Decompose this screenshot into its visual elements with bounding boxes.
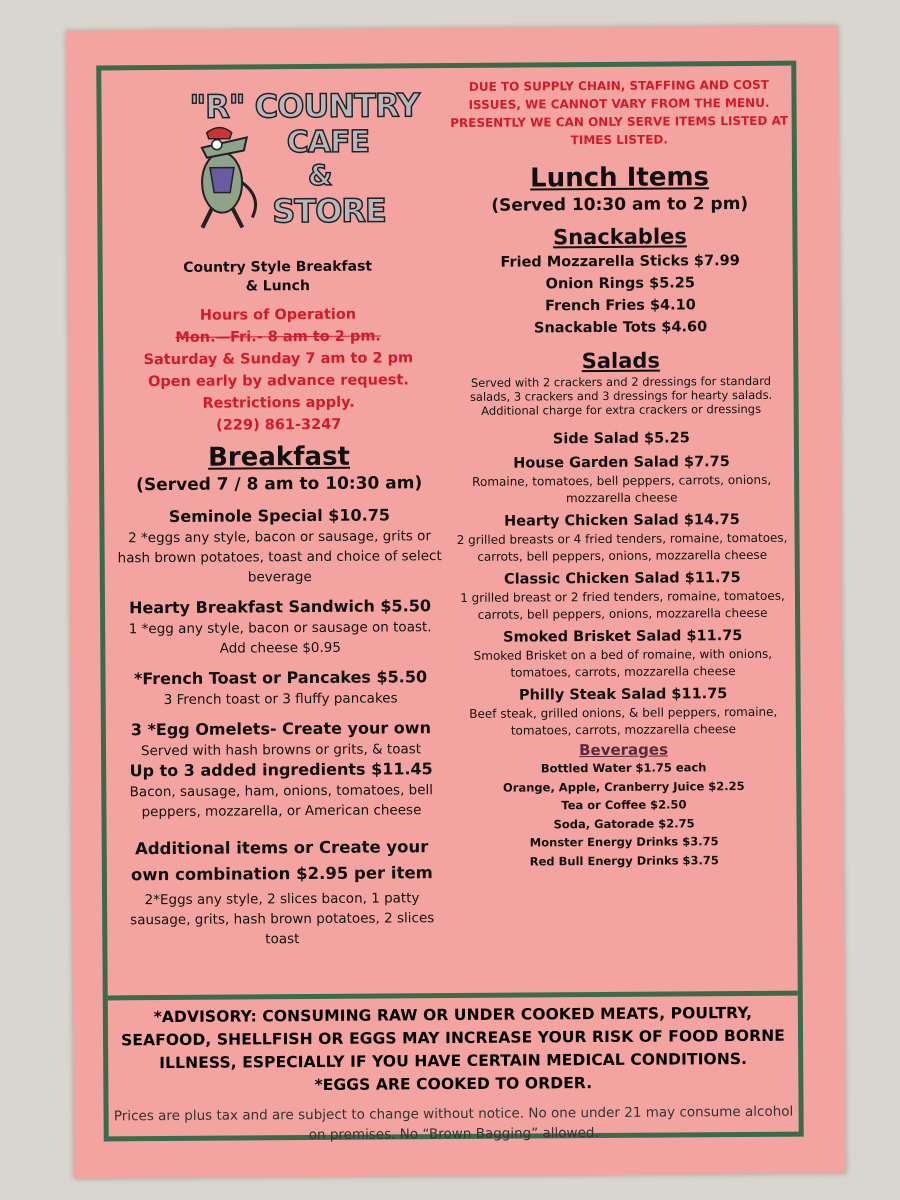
salad-title: Classic Chicken Salad $11.75 xyxy=(503,570,741,588)
cafe-logo xyxy=(111,86,442,253)
breakfast-item xyxy=(115,667,445,710)
logo-line-1: "R" COUNTRY xyxy=(189,86,420,126)
item-desc: 2 *eggs any style, bacon or sausage, grits or hash brown potatoes, toast and choice of select beverage xyxy=(117,528,442,586)
logo-line-4: STORE xyxy=(272,191,386,231)
menu-frame xyxy=(96,61,803,1142)
advisory-text: *ADVISORY: CONSUMING RAW OR UNDER COOKED MEATS, POULTRY, SEAFOOD, SHELLFISH OR EGGS MAY INCREASE YOUR RISK OF FOOD BORNE ILLNESS, ESPECIALLY IF YOU HAVE CERTAIN MEDICAL CONDITIONS. xyxy=(121,1003,786,1073)
omelet-title: 3 *Egg Omelets- Create your own xyxy=(130,718,431,740)
list-item: Soda, Gatorade $2.75 xyxy=(553,815,695,831)
disclaimer: Prices are plus tax and are subject to change without notice. No one under 21 may consume alcohol on premises. No “Brown Bagging” allowed. xyxy=(113,1103,794,1144)
additional-title: Additional items or Create your own combination $2.95 per item xyxy=(130,837,433,885)
salad-title: Smoked Brisket Salad $11.75 xyxy=(503,628,743,646)
hours-restrictions: Restrictions apply. xyxy=(202,394,355,412)
salads-list xyxy=(449,428,796,740)
snackables-title: Snackables xyxy=(552,224,687,250)
salad-title: Side Salad $5.25 xyxy=(552,430,690,448)
logo-line-2: CAFE xyxy=(286,124,370,161)
omelet-sub: Up to 3 added ingredients $11.45 xyxy=(129,759,433,781)
list-item: Fried Mozzarella Sticks $7.99 xyxy=(500,253,740,271)
list-item: French Fries $4.10 xyxy=(545,297,696,315)
lunch-served: (Served 10:30 am to 2 pm) xyxy=(491,193,749,216)
salad-title: House Garden Salad $7.75 xyxy=(513,454,730,472)
list-item: Monster Energy Drinks $3.75 xyxy=(529,834,719,850)
menu-paper xyxy=(66,25,846,1178)
salads-title: Salads xyxy=(581,348,660,374)
hours-early: Open early by advance request. xyxy=(147,372,409,391)
logo-line-3: & xyxy=(307,158,332,193)
tagline xyxy=(113,257,443,297)
beverages-list xyxy=(451,758,797,871)
tagline-line-2: & Lunch xyxy=(245,278,310,295)
salad-title: Philly Steak Salad $11.75 xyxy=(518,686,728,704)
alligator-icon xyxy=(172,122,273,233)
salad-desc: Smoked Brisket on a bed of romaine, with onions, tomatoes, carrots, mozzarella cheese xyxy=(473,646,773,680)
right-column xyxy=(446,76,797,871)
salad-desc: Romaine, tomatoes, bell peppers, carrots, onions, mozzarella cheese xyxy=(472,472,772,506)
item-title: Hearty Breakfast Sandwich $5.50 xyxy=(128,596,432,618)
supply-chain-notice: DUE TO SUPPLY CHAIN, STAFFING AND COST ISSUES, WE CANNOT VARY FROM THE MENU. PRESENTLY WE CAN ONLY SERVE ITEMS LISTED AT TIMES LISTED. xyxy=(450,77,789,148)
list-item: Tea or Coffee $2.50 xyxy=(561,797,687,813)
breakfast-item xyxy=(114,505,445,588)
breakfast-served: (Served 7 / 8 am to 10:30 am) xyxy=(136,473,423,496)
omelet-item xyxy=(116,718,447,822)
salads-note: Served with 2 crackers and 2 dressings for standard salads, 3 crackers and 3 dressings for hearty salads. Additional charge for extra crackers or dressings xyxy=(469,373,773,418)
hours-weekday: Mon.—Fri.- 8 am to 2 pm. xyxy=(175,328,381,346)
item-desc: 1 *egg any style, bacon or sausage on toast. Add cheese $0.95 xyxy=(128,619,432,657)
snackables-list xyxy=(448,250,794,340)
item-title: Seminole Special $10.75 xyxy=(168,505,391,527)
lunch-title: Lunch Items xyxy=(530,162,710,194)
list-item: Snackable Tots $4.60 xyxy=(533,319,708,337)
tagline-line-1: Country Style Breakfast xyxy=(183,258,373,276)
list-item: Red Bull Energy Drinks $3.75 xyxy=(529,852,719,868)
additional-desc: 2*Eggs any style, 2 slices bacon, 1 patty sausage, grits, hash brown potatoes, 2 slices toast xyxy=(130,890,435,948)
salad-title: Hearty Chicken Salad $14.75 xyxy=(504,512,740,530)
list-item: Bottled Water $1.75 each xyxy=(540,760,707,776)
list-item: Onion Rings $5.25 xyxy=(545,275,696,293)
breakfast-title: Breakfast xyxy=(207,441,351,473)
salad-desc: Beef steak, grilled onions, & bell peppers, romaine, tomatoes, carrots, mozzarella cheese xyxy=(469,704,778,738)
omelet-desc: Served with hash browns or grits, & toast xyxy=(140,741,422,760)
hours-block xyxy=(113,303,444,437)
item-desc: 3 French toast or 3 fluffy pancakes xyxy=(163,690,398,709)
list-item: Orange, Apple, Cranberry Juice $2.25 xyxy=(502,778,745,795)
salad-desc: 1 grilled breast or 2 fried tenders, romaine, tomatoes, carrots, bell peppers, onions, mozzarella cheese xyxy=(460,588,785,622)
hours-weekend: Saturday & Sunday 7 am to 2 pm xyxy=(143,350,414,369)
item-title: *French Toast or Pancakes $5.50 xyxy=(133,667,428,689)
salad-desc: 2 grilled breasts or 4 fried tenders, romaine, tomatoes, carrots, bell peppers, onions, mozzarella cheese xyxy=(456,530,788,564)
breakfast-item xyxy=(115,596,445,659)
omelet-ingredients: Bacon, sausage, ham, onions, tomatoes, bell peppers, mozzarella, or American cheese xyxy=(129,782,434,821)
hours-title: Hours of Operation xyxy=(199,306,357,324)
left-column xyxy=(111,86,447,950)
advisory-section xyxy=(108,991,799,1144)
phone-number: (229) 861-3247 xyxy=(216,416,342,434)
eggs-note: *EGGS ARE COOKED TO ORDER. xyxy=(314,1074,593,1094)
additional-item xyxy=(117,834,448,950)
beverages-title: Beverages xyxy=(579,740,669,760)
